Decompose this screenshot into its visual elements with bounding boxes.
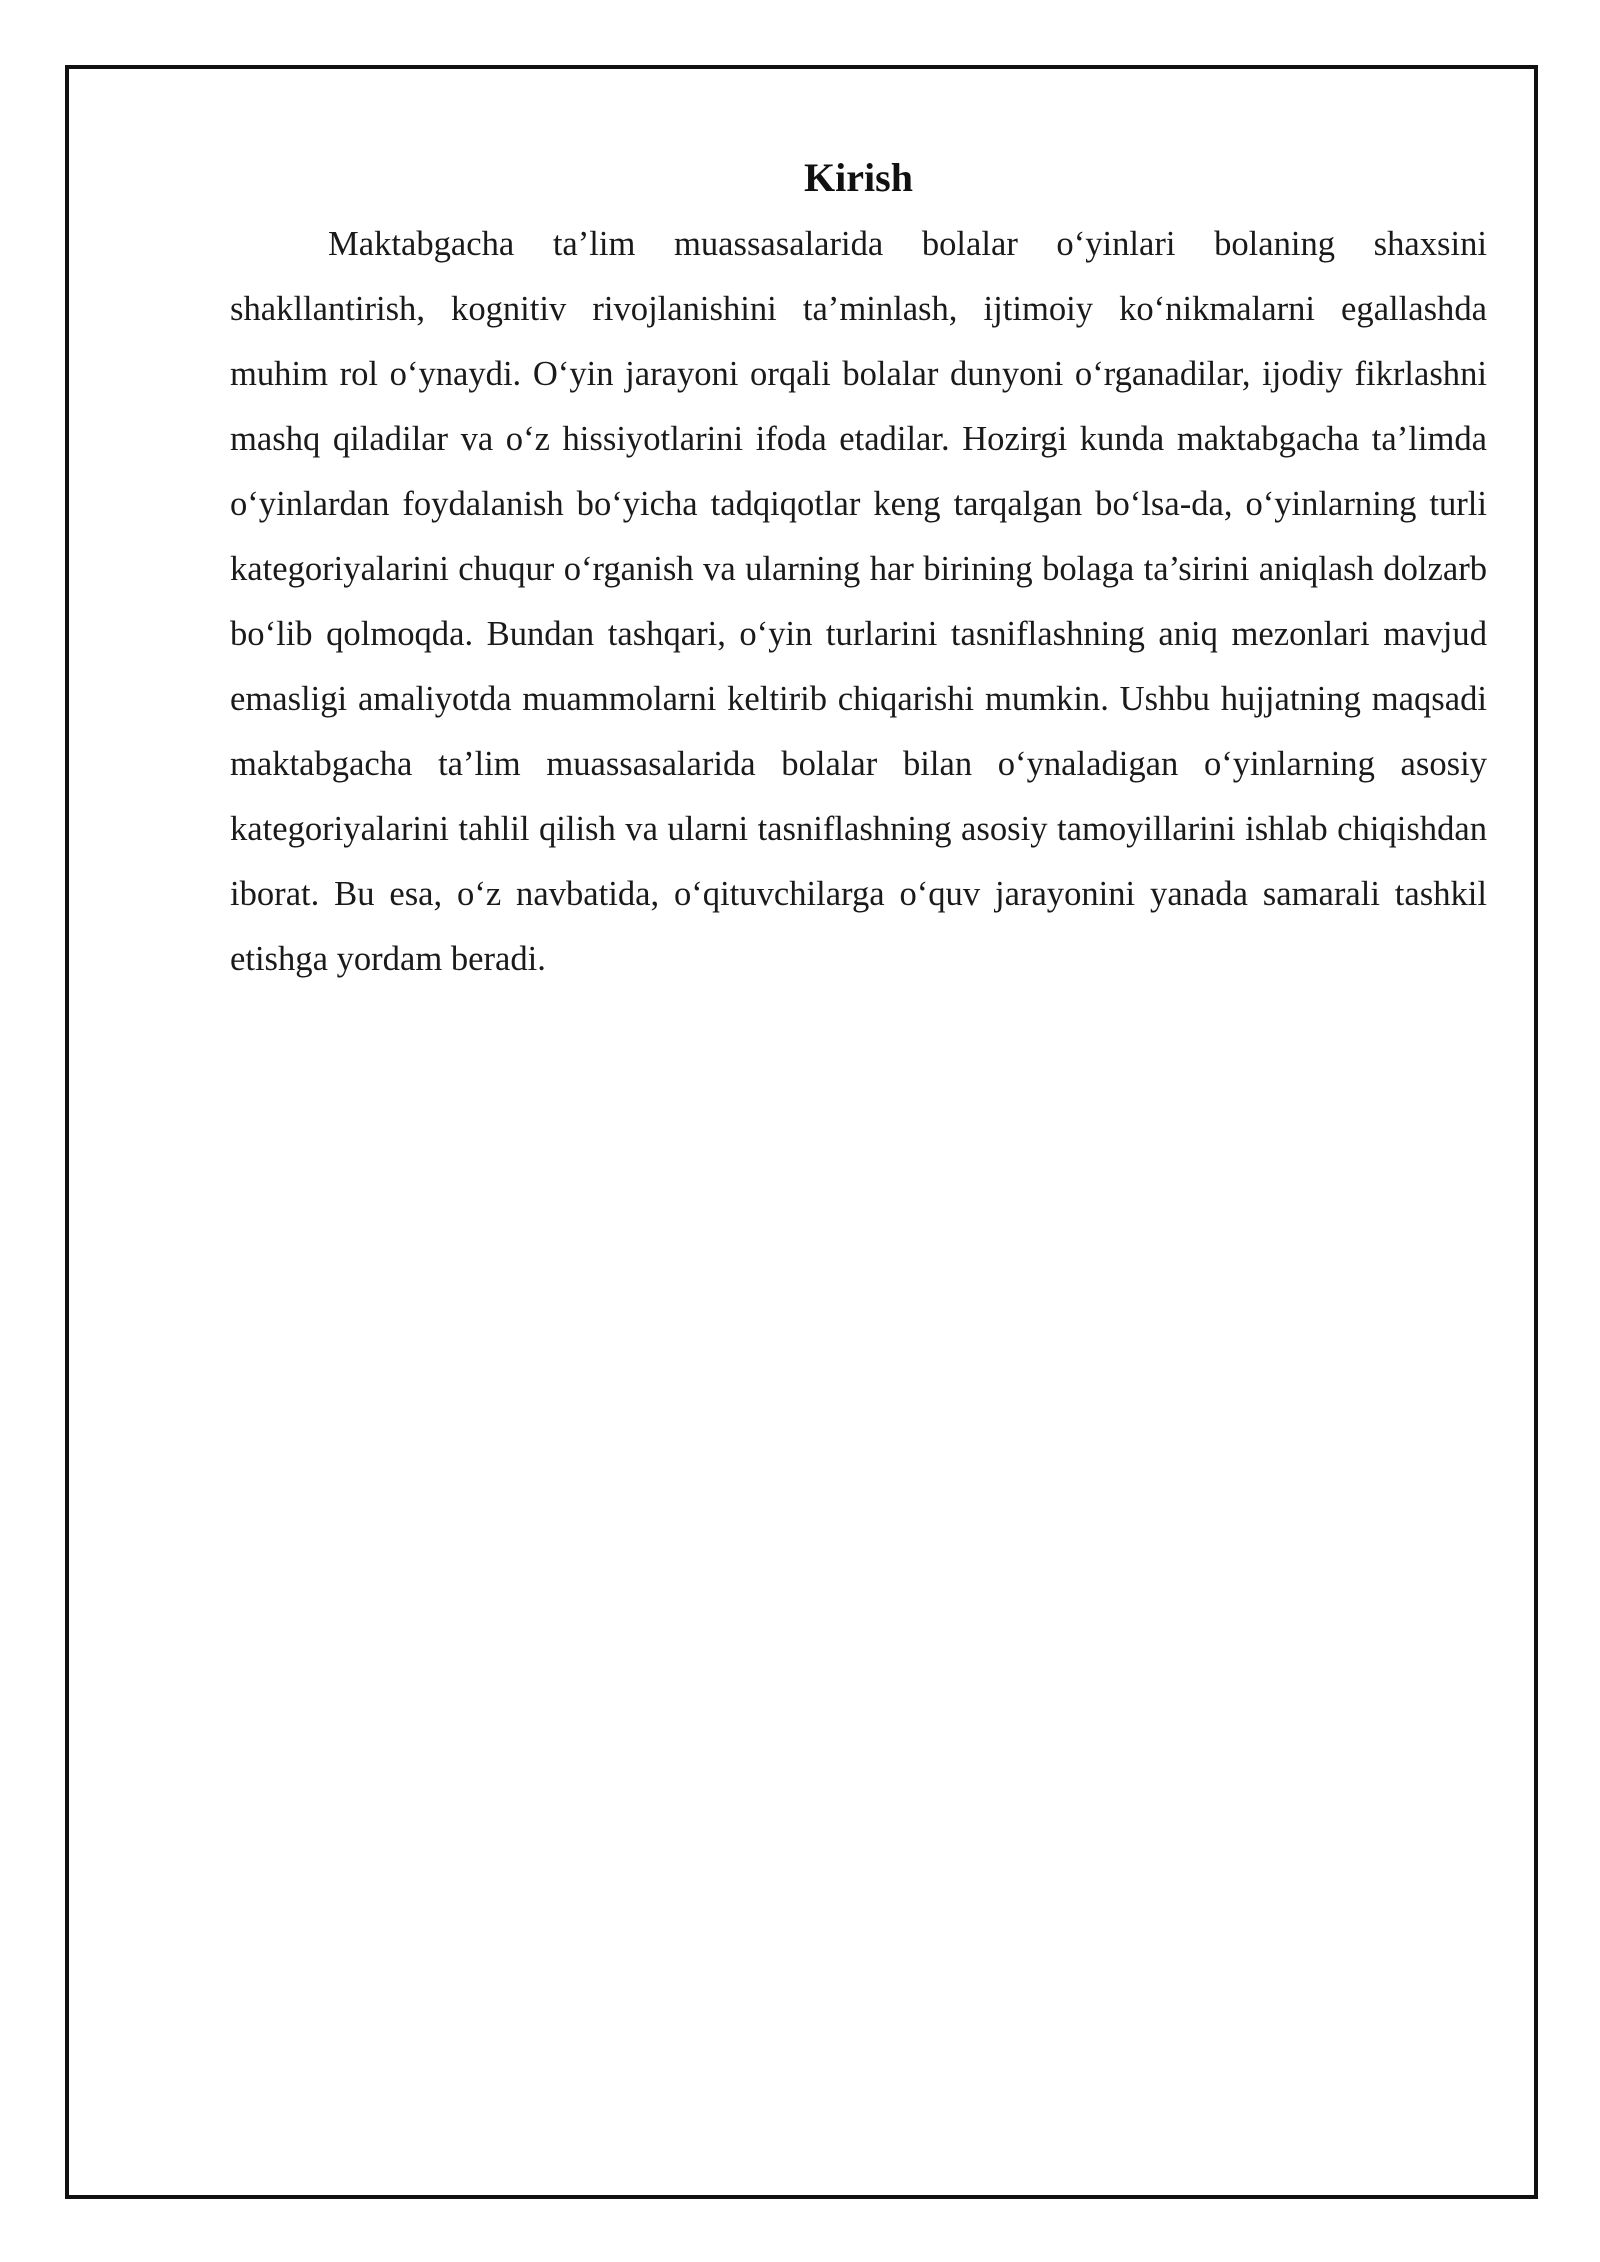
document-content [230,150,1487,992]
body-paragraph: Maktabgacha ta’lim muassasalarida bolalar o‘yinlari bolaning shaxsini shakllantirish, kognitiv rivojlanishini ta’minlash, ijtimoiy ko‘nikmalarni egallashda muhim rol o‘ynaydi. O‘yin jarayoni orqali bolalar dunyoni o‘rganadilar, ijodiy fikrlashni mashq qiladilar va o‘z hissiyotlarini ifoda etadilar. Hozirgi kunda maktabgacha ta’limda o‘yinlardan foydalanish bo‘yicha tadqiqotlar keng tarqalgan bo‘lsa-da, o‘yinlarning turli kategoriyalarini chuqur o‘rganish va ularning har birining bolaga ta’sirini aniqlash dolzarb bo‘lib qolmoqda. Bundan tashqari, o‘yin turlarini tasniflashning aniq mezonlari mavjud emasligi amaliyotda muammolarni keltirib chiqarishi mumkin. Ushbu hujjatning maqsadi maktabgacha ta’lim muassasalarida bolalar bilan o‘ynaladigan o‘yinlarning asosiy kategoriyalarini tahlil qilish va ularni tasniflashning asosiy tamoyillarini ishlab chiqishdan iborat. Bu esa, o‘z navbatida, o‘qituvchilarga o‘quv jarayonini yanada samarali tashkil etishga yordam beradi. [230,225,1487,978]
section-heading: Kirish [804,155,913,200]
